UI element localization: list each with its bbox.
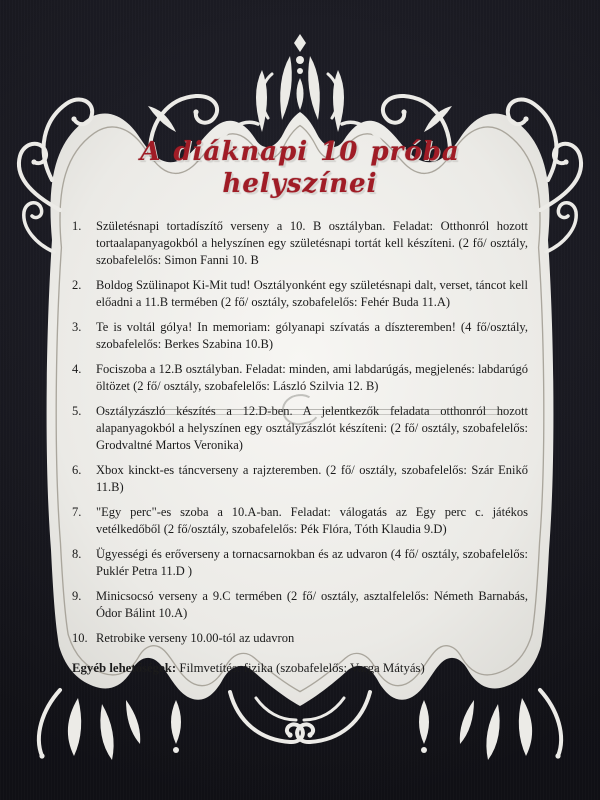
footer-text: Filmvetítés: fizika (szobafelelős: Varga Mátyás): [176, 661, 425, 675]
footer-label: Egyéb lehetőségek:: [72, 661, 177, 675]
list-item-text: Osztályzászló készítés a 12.D-ben. A jelentkezők feladata otthonról hozott alapanyagokból a helyszínen egy osztályzászlót készíteni: (2 fő/ osztály, szobafelelős: Grodvaltné Martos Veronika): [96, 404, 528, 452]
list-item-number: 1.: [72, 219, 82, 233]
list-item-number: 2.: [72, 278, 82, 292]
list-item-number: 8.: [72, 547, 82, 561]
content-area: [72, 136, 528, 677]
list-item-text: Ügyességi és erőverseny a tornacsarnokban és az udvaron (4 fő/ osztály, szobafelelős: Puklér Petra 11.D ): [96, 547, 528, 578]
list-item: [72, 361, 528, 395]
list-item-text: "Egy perc"-es szoba a 10.A-ban. Feladat: válogatás az Egy perc c. játékos vetélkedőből (2 fő/osztály, szobafelelős: Pék Flóra, Tóth Klaudia 9.D): [96, 505, 528, 536]
list-item-number: 10.: [72, 631, 88, 645]
list-item-text: Boldog Szülinapot Ki-Mit tud! Osztályonként egy születésnapi dalt, verset, táncot kell előadni a 11.B termében (2 fő/ osztály, szobafelelős: Fehér Buda 11.A): [96, 278, 528, 309]
list-item-text: Születésnapi tortadíszítő verseny a 10. B osztályban. Feladat: Otthonról hozott tortaalapanyagokból a helyszínen egy születésnapi tortát kell készíteni. (2 fő/ osztály, szobafelelős: Simon Fanni 10. B: [96, 219, 528, 267]
list-item-number: 9.: [72, 589, 82, 603]
list-item-number: 3.: [72, 320, 82, 334]
list-item-text: Fociszoba a 12.B osztályban. Feladat: minden, ami labdarúgás, megjelenés: labdarúgó öltözet (2 fő/ osztály, szobafelelős: László Szilvia 12. B): [96, 362, 528, 393]
list-item-text: Te is voltál gólya! In memoriam: gólyanapi szívatás a díszteremben! (4 fő/osztály, szobafelelős: Berkes Szabina 10.B): [96, 320, 528, 351]
list-item: [72, 218, 528, 269]
list-item-number: 4.: [72, 362, 82, 376]
list-item: [72, 319, 528, 353]
list-item: [72, 588, 528, 622]
page-title: A diáknapi 10 próba helyszínei: [140, 137, 460, 199]
task-list: [72, 218, 528, 647]
list-item-number: 6.: [72, 463, 82, 477]
list-item-text: Xbox kinckt-es táncverseny a rajzteremben. (2 fő/ osztály, szobafelelős: Szár Enikő 11.B): [96, 463, 528, 494]
list-item: [72, 277, 528, 311]
list-item: [72, 546, 528, 580]
list-item-number: 7.: [72, 505, 82, 519]
list-item: [72, 403, 528, 454]
footer-note: [72, 660, 528, 677]
list-item: [72, 462, 528, 496]
list-item-text: Minicsocsó verseny a 9.C termében (2 fő/ osztály, asztalfelelős: Németh Barnabás, Ódor Bálint 10.A): [96, 589, 528, 620]
list-item: [72, 504, 528, 538]
list-item: [72, 630, 528, 647]
list-item-text: Retrobike verseny 10.00-tól az udavron: [96, 631, 295, 645]
list-item-number: 5.: [72, 404, 82, 418]
